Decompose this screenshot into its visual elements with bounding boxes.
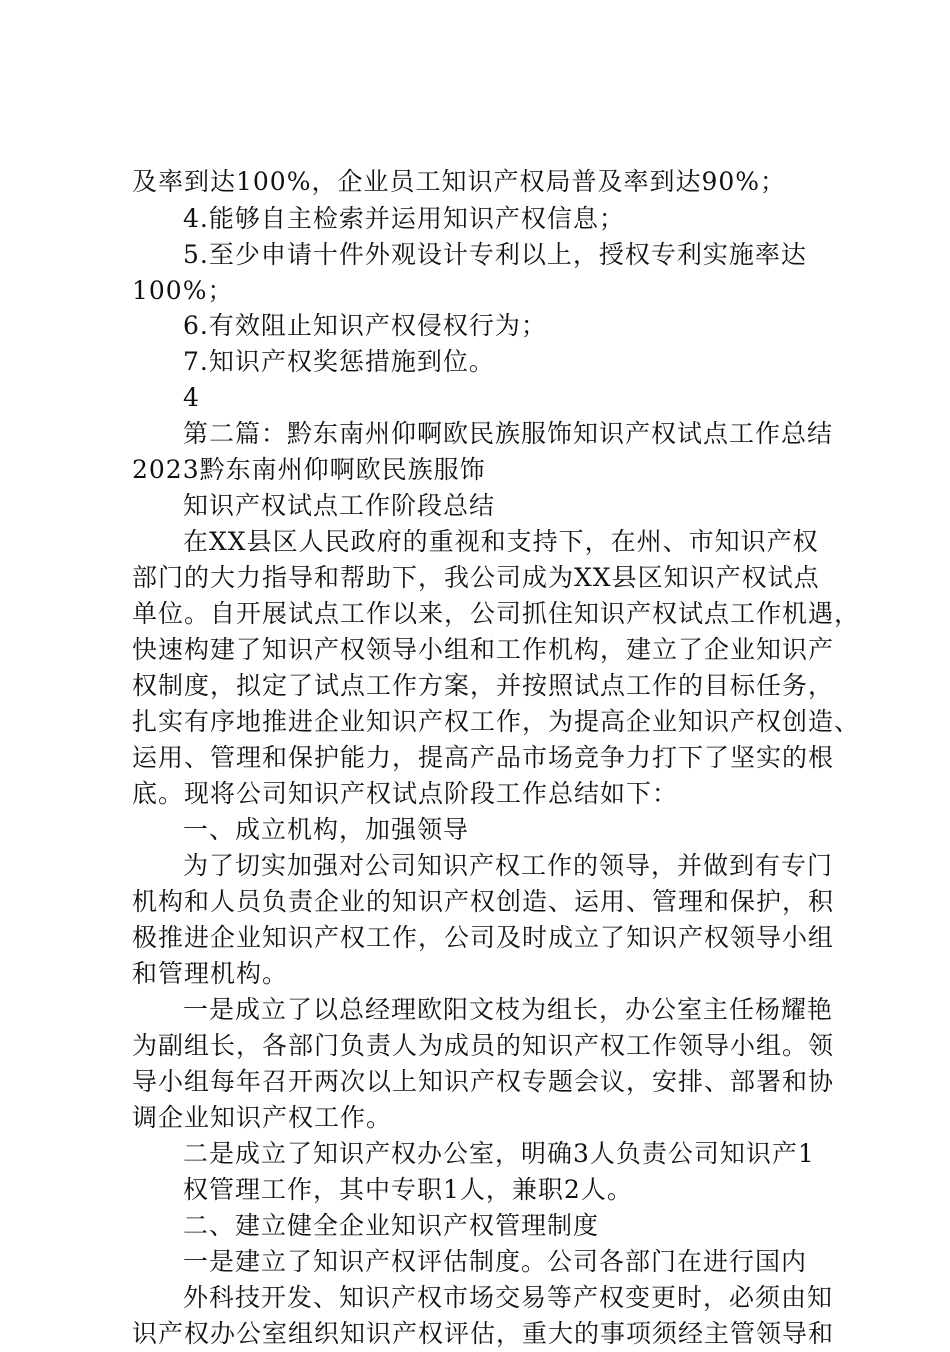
paragraph-line: 一是成立了以总经理欧阳文枝为组长，办公室主任杨耀艳 — [183, 995, 834, 1024]
list-item: 7.知识产权奖惩措施到位。 — [183, 347, 495, 376]
list-item: 4.能够自主检索并运用知识产权信息； — [183, 204, 625, 233]
paragraph-line: 导小组每年召开两次以上知识产权专题会议，安排、部署和协 — [132, 1067, 835, 1096]
paragraph-line: 一是建立了知识产权评估制度。公司各部门在进行国内 — [183, 1247, 808, 1276]
paragraph-line: 为了切实加强对公司知识产权工作的领导，并做到有专门 — [183, 851, 834, 880]
paragraph-line: 和管理机构。 — [132, 959, 289, 988]
paragraph-line: 单位。自开展试点工作以来，公司抓住知识产权试点工作机遇， — [132, 599, 861, 628]
paragraph-line: 运用、管理和保护能力，提高产品市场竞争力打下了坚实的根 — [132, 743, 835, 772]
page-number: 4 — [183, 383, 200, 412]
paragraph-line: 扎实有序地推进企业知识产权工作，为提高企业知识产权创造、 — [132, 707, 861, 736]
paragraph-line: 底。现将公司知识产权试点阶段工作总结如下： — [132, 779, 679, 808]
paragraph-line: 权制度，拟定了试点工作方案，并按照试点工作的目标任务， — [132, 671, 835, 700]
paragraph-line: 机构和人员负责企业的知识产权创造、运用、管理和保护，积 — [132, 887, 835, 916]
paragraph-line: 极推进企业知识产权工作，公司及时成立了知识产权领导小组 — [132, 923, 835, 952]
paragraph-line: 为副组长，各部门负责人为成员的知识产权工作领导小组。领 — [132, 1031, 835, 1060]
list-item: 5.至少申请十件外观设计专利以上，授权专利实施率达 — [183, 240, 807, 269]
section-title: 第二篇：黔东南州仰啊欧民族服饰知识产权试点工作总结 — [183, 419, 834, 448]
text-line: 及率到达100%，企业员工知识产权局普及率到达90%； — [132, 167, 787, 196]
section-title: 2023黔东南州仰啊欧民族服饰 — [132, 455, 486, 484]
list-item: 6.有效阻止知识产权侵权行为； — [183, 311, 547, 340]
paragraph-line: 外科技开发、知识产权市场交易等产权变更时，必须由知 — [183, 1283, 834, 1312]
paragraph-line: 识产权办公室组织知识产权评估，重大的事项须经主管领导和 — [132, 1319, 835, 1348]
paragraph-line: 快速构建了知识产权领导小组和工作机构，建立了企业知识产 — [132, 635, 835, 664]
paragraph-line: 调企业知识产权工作。 — [132, 1103, 393, 1132]
paragraph-line: 权管理工作，其中专职1人，兼职2人。 — [183, 1175, 633, 1204]
section-subtitle: 知识产权试点工作阶段总结 — [183, 491, 496, 520]
paragraph-line: 部门的大力指导和帮助下，我公司成为XX县区知识产权试点 — [132, 563, 820, 592]
heading: 二、建立健全企业知识产权管理制度 — [183, 1211, 600, 1240]
text-line: 100%； — [132, 276, 234, 305]
paragraph-line: 在XX县区人民政府的重视和支持下，在州、市知识产权 — [183, 527, 819, 556]
heading: 一、成立机构，加强领导 — [183, 815, 470, 844]
paragraph-line: 二是成立了知识产权办公室，明确3人负责公司知识产1 — [183, 1139, 815, 1168]
